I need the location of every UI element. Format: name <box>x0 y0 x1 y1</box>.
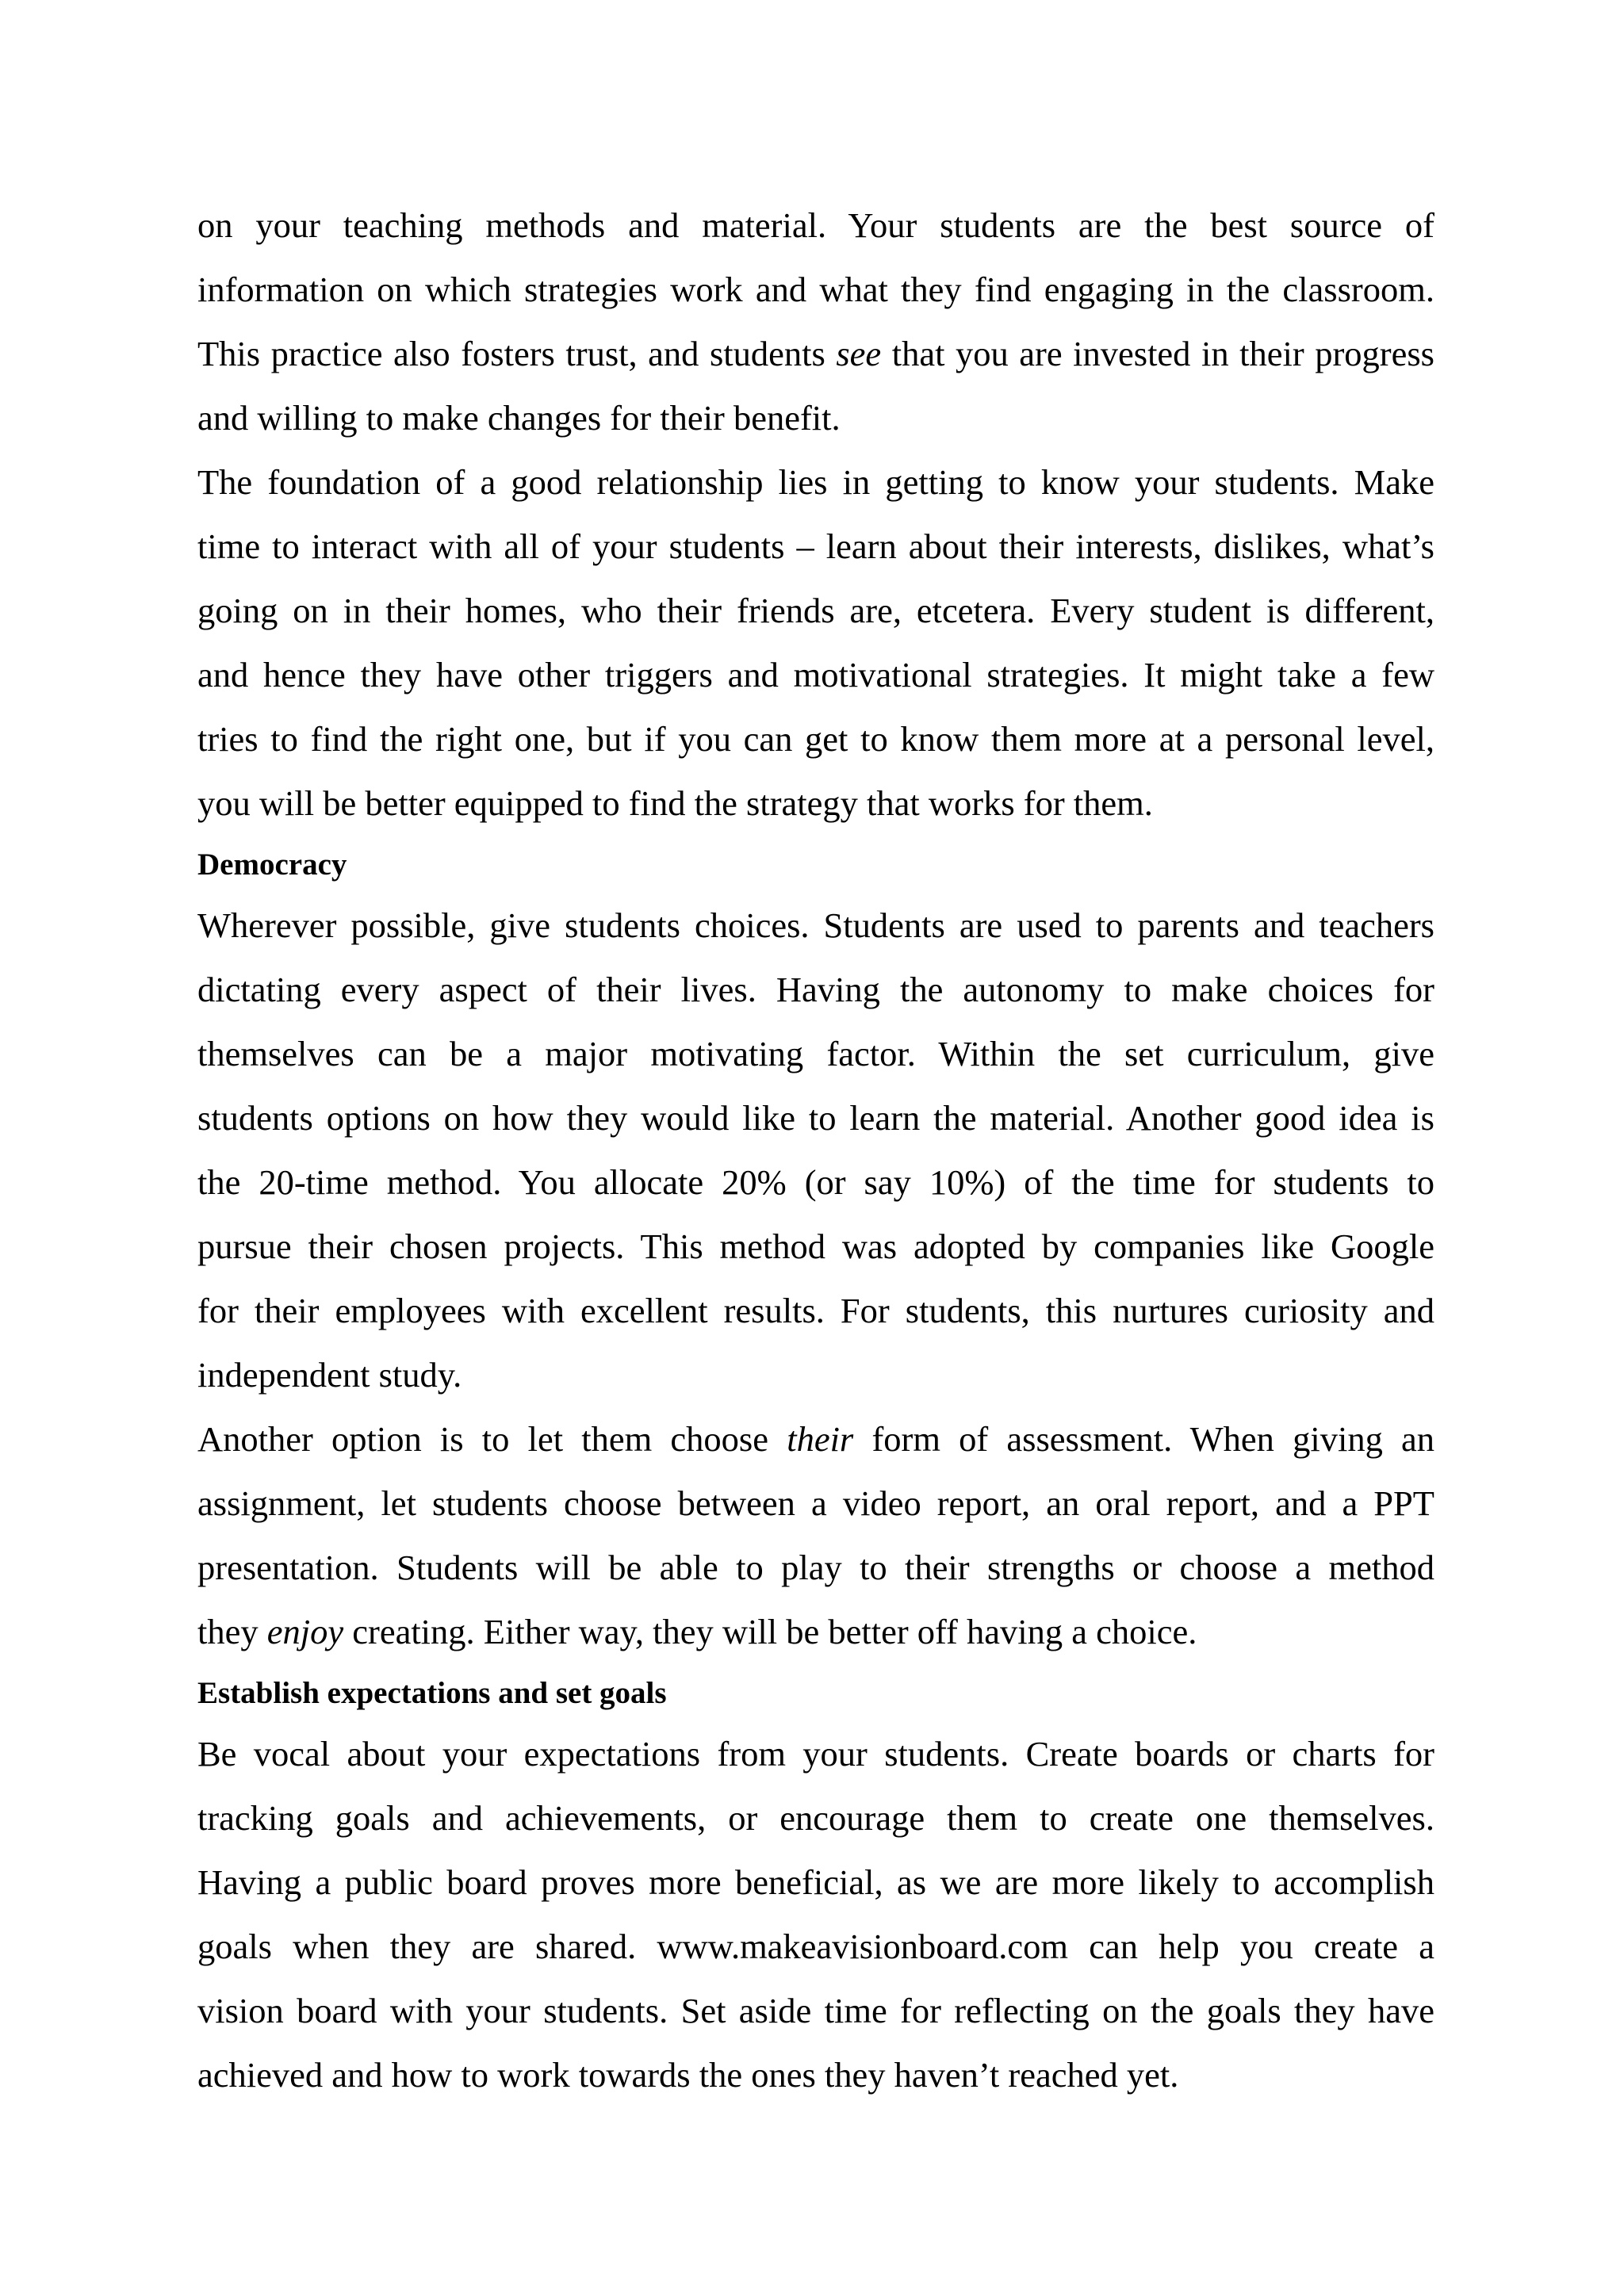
paragraph-assessment-choice <box>197 1407 1434 1664</box>
text-line: The foundation of a good relationship lies in getting to know your students. Make <box>197 462 1434 502</box>
text-line <box>197 1600 1434 1664</box>
text-line: presentation. Students will be able to play to their strengths or choose a method <box>197 1548 1434 1587</box>
text-line: students options on how they would like to learn the material. Another good idea is <box>197 1098 1434 1138</box>
paragraph-relationship <box>197 450 1434 836</box>
text-run: they <box>197 1612 267 1651</box>
section-heading-expectations: Establish expectations and set goals <box>197 1676 667 1710</box>
document-page <box>197 193 1434 2107</box>
text-line: goals when they are shared. www.makeavisionboard.com can help you create a <box>197 1927 1434 1966</box>
text-line: you will be better equipped to find the strategy that works for them. <box>197 783 1153 823</box>
text-line: vision board with your students. Set aside time for reflecting on the goals they have <box>197 1991 1434 2030</box>
text-run: form of assessment. When giving an <box>853 1419 1435 1459</box>
text-line: tracking goals and achievements, or encourage them to create one themselves. <box>197 1798 1434 1838</box>
text-line: assignment, let students choose between a video report, an oral report, and a PPT <box>197 1483 1434 1523</box>
text-line: and hence they have other triggers and motivational strategies. It might take a few <box>197 655 1434 695</box>
italic-text: see <box>836 334 882 373</box>
text-line: for their employees with excellent results. For students, this nurtures curiosity and <box>197 1291 1434 1330</box>
text-line: Having a public board proves more beneficial, as we are more likely to accomplish <box>197 1862 1434 1902</box>
text-line: pursue their chosen projects. This method was adopted by companies like Google <box>197 1226 1434 1266</box>
text-run: creating. Either way, they will be better off having a choice. <box>343 1612 1197 1651</box>
text-run: Another option is to let them choose <box>197 1419 787 1459</box>
text-line: time to interact with all of your students – learn about their interests, dislikes, what’s <box>197 526 1434 566</box>
paragraph-democracy <box>197 894 1434 1407</box>
section-heading-democracy: Democracy <box>197 848 347 882</box>
text-line: achieved and how to work towards the ones they haven’t reached yet. <box>197 2055 1179 2095</box>
text-line: independent study. <box>197 1355 462 1395</box>
text-line <box>197 322 1434 386</box>
text-line: the 20-time method. You allocate 20% (or say 10%) of the time for students to <box>197 1162 1434 1202</box>
text-run: This practice also fosters trust, and students <box>197 334 837 373</box>
paragraph-expectations <box>197 1722 1434 2107</box>
text-line <box>197 1407 1434 1471</box>
text-line: dictating every aspect of their lives. Having the autonomy to make choices for <box>197 970 1434 1009</box>
italic-text: enjoy <box>266 1612 344 1651</box>
text-line: tries to find the right one, but if you can get to know them more at a personal level, <box>197 719 1434 759</box>
text-line: and willing to make changes for their benefit. <box>197 398 841 438</box>
text-line: Wherever possible, give students choices. Students are used to parents and teachers <box>197 905 1434 945</box>
paragraph-teaching-feedback <box>197 193 1434 450</box>
text-line: on your teaching methods and material. Your students are the best source of <box>197 205 1434 245</box>
text-line: themselves can be a major motivating factor. Within the set curriculum, give <box>197 1034 1434 1073</box>
text-line: Be vocal about your expectations from your students. Create boards or charts for <box>197 1734 1434 1774</box>
italic-text: their <box>787 1419 854 1459</box>
text-line: going on in their homes, who their friends are, etcetera. Every student is different, <box>197 591 1434 630</box>
text-line: information on which strategies work and what they find engaging in the classroom. <box>197 270 1434 309</box>
text-run: that you are invested in their progress <box>881 334 1434 373</box>
